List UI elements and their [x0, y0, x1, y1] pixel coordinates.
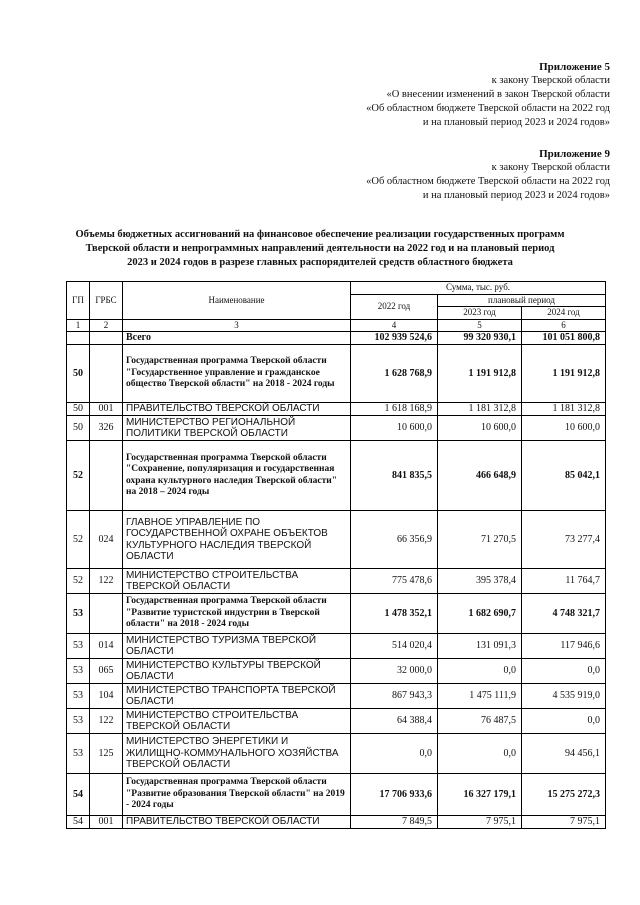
cell-2022: 1 628 768,9	[351, 345, 438, 403]
cell-2024: 73 277,4	[522, 511, 606, 569]
cell-grbs: 326	[90, 416, 123, 441]
cell-2024: 10 600,0	[522, 416, 606, 441]
header-plan-period: плановый период	[438, 294, 606, 307]
cell-grbs: 014	[90, 634, 123, 659]
total-row	[67, 332, 606, 345]
total-2023: 99 320 930,1	[438, 332, 522, 345]
cell-2022: 10 600,0	[351, 416, 438, 441]
header-sum: Сумма, тыс. руб.	[351, 282, 606, 295]
header-grbs: ГРБС	[90, 282, 123, 320]
cell-gp: 53	[67, 734, 90, 774]
total-2022: 102 939 524,6	[351, 332, 438, 345]
cell-name: МИНИСТЕРСТВО РЕГИОНАЛЬНОЙ ПОЛИТИКИ ТВЕРСКОЙ ОБЛАСТИ	[123, 416, 351, 441]
total-2024: 101 051 800,8	[522, 332, 606, 345]
header-name: Наименование	[123, 282, 351, 320]
ministry-row	[67, 816, 606, 829]
appendix-5-line: к закону Тверской области	[491, 75, 610, 86]
cell-name: ПРАВИТЕЛЬСТВО ТВЕРСКОЙ ОБЛАСТИ	[123, 403, 351, 416]
cell-2023: 395 378,4	[438, 569, 522, 594]
cell-name: МИНИСТЕРСТВО ТРАНСПОРТА ТВЕРСКОЙ ОБЛАСТИ	[123, 684, 351, 709]
cell-2024: 7 975,1	[522, 816, 606, 829]
cell-2023: 1 181 312,8	[438, 403, 522, 416]
ministry-row	[67, 659, 606, 684]
cell-2023: 16 327 179,1	[438, 774, 522, 816]
cell-name: ГЛАВНОЕ УПРАВЛЕНИЕ ПО ГОСУДАРСТВЕННОЙ ОХРАНЕ ОБЪЕКТОВ КУЛЬТУРНОГО НАСЛЕДИЯ ТВЕРСКОЙ ОБЛАСТИ	[123, 511, 351, 569]
cell-grbs: 122	[90, 709, 123, 734]
cell-2023: 76 487,5	[438, 709, 522, 734]
cell-grbs: 065	[90, 659, 123, 684]
ministry-row	[67, 511, 606, 569]
cell-2022: 775 478,6	[351, 569, 438, 594]
cell-grbs: 125	[90, 734, 123, 774]
ministry-row	[67, 684, 606, 709]
cell-gp: 50	[67, 416, 90, 441]
cell-gp: 52	[67, 511, 90, 569]
cell-gp: 52	[67, 569, 90, 594]
cell-2023: 1 682 690,7	[438, 594, 522, 634]
cell-2024: 85 042,1	[522, 441, 606, 511]
cell-name: Государственная программа Тверской области "Государственное управление и гражданское общество Тверской области" на 2018 - 2024 годы	[123, 345, 351, 403]
cell-name: Государственная программа Тверской области "Сохранение, популяризация и государственная охрана культурного наследия Тверской области" на 2018 – 2024 годы	[123, 441, 351, 511]
col-number: 6	[522, 319, 606, 332]
cell-2024: 1 191 912,8	[522, 345, 606, 403]
cell-2024: 4 748 321,7	[522, 594, 606, 634]
cell-grbs	[90, 774, 123, 816]
cell-grbs	[90, 345, 123, 403]
cell-gp: 54	[67, 816, 90, 829]
cell-grbs	[90, 441, 123, 511]
cell-2023: 0,0	[438, 659, 522, 684]
cell-grbs: 001	[90, 403, 123, 416]
col-number: 4	[351, 319, 438, 332]
appendix-9-line: и на плановый период 2023 и 2024 годов»	[422, 190, 610, 201]
cell-2022: 841 835,5	[351, 441, 438, 511]
ministry-row	[67, 403, 606, 416]
document-title-line: Тверской области и непрограммных направлений деятельности на 2022 год и на плановый период	[85, 243, 555, 254]
cell-gp: 50	[67, 345, 90, 403]
total-label: Всего	[123, 332, 351, 345]
cell-grbs: 104	[90, 684, 123, 709]
cell-2023: 1 475 111,9	[438, 684, 522, 709]
program-row	[67, 345, 606, 403]
cell-gp: 54	[67, 774, 90, 816]
ministry-row	[67, 734, 606, 774]
document-title-line: 2023 и 2024 годов в разрезе главных распорядителей средств областного бюджета	[127, 257, 513, 268]
cell-name: МИНИСТЕРСТВО ЭНЕРГЕТИКИ И ЖИЛИЩНО-КОММУНАЛЬНОГО ХОЗЯЙСТВА ТВЕРСКОЙ ОБЛАСТИ	[123, 734, 351, 774]
appendix-5-line: «Об областном бюджете Тверской области на 2022 год	[366, 103, 610, 114]
cell-2023: 466 648,9	[438, 441, 522, 511]
col-number: 2	[90, 319, 123, 332]
col-number: 3	[123, 319, 351, 332]
budget-table	[66, 281, 606, 829]
cell-2024: 0,0	[522, 659, 606, 684]
cell-2022: 0,0	[351, 734, 438, 774]
cell-2023: 131 091,3	[438, 634, 522, 659]
appendix-5-header	[366, 60, 610, 130]
appendix-9-title: Приложение 9	[539, 148, 610, 160]
cell-name: Государственная программа Тверской области "Развитие туристской индустрии в Тверской области" на 2018 - 2024 годы	[123, 594, 351, 634]
cell-name: МИНИСТЕРСТВО СТРОИТЕЛЬСТВА ТВЕРСКОЙ ОБЛАСТИ	[123, 569, 351, 594]
cell-name: МИНИСТЕРСТВО ТУРИЗМА ТВЕРСКОЙ ОБЛАСТИ	[123, 634, 351, 659]
cell-2024: 4 535 919,0	[522, 684, 606, 709]
header-gp: ГП	[67, 282, 90, 320]
cell-2024: 1 181 312,8	[522, 403, 606, 416]
cell-2023: 7 975,1	[438, 816, 522, 829]
cell-2022: 1 618 168,9	[351, 403, 438, 416]
cell-name: МИНИСТЕРСТВО СТРОИТЕЛЬСТВА ТВЕРСКОЙ ОБЛАСТИ	[123, 709, 351, 734]
cell-name: Государственная программа Тверской области "Развитие образования Тверской области" на 2019 - 2024 годы	[123, 774, 351, 816]
cell-2022: 867 943,3	[351, 684, 438, 709]
header-2023: 2023 год	[438, 307, 522, 320]
cell-grbs: 001	[90, 816, 123, 829]
cell-2022: 66 356,9	[351, 511, 438, 569]
ministry-row	[67, 709, 606, 734]
cell-2022: 514 020,4	[351, 634, 438, 659]
cell-gp: 53	[67, 684, 90, 709]
document-title	[70, 228, 570, 270]
cell-gp: 53	[67, 594, 90, 634]
cell-grbs	[90, 594, 123, 634]
cell-2023: 71 270,5	[438, 511, 522, 569]
appendix-5-line: «О внесении изменений в закон Тверской области	[386, 89, 610, 100]
cell-2022: 1 478 352,1	[351, 594, 438, 634]
ministry-row	[67, 569, 606, 594]
appendix-5-line: и на плановый период 2023 и 2024 годов»	[422, 117, 610, 128]
cell-2022: 64 388,4	[351, 709, 438, 734]
cell-gp: 53	[67, 634, 90, 659]
program-row	[67, 594, 606, 634]
cell-2022: 7 849,5	[351, 816, 438, 829]
cell-name: ПРАВИТЕЛЬСТВО ТВЕРСКОЙ ОБЛАСТИ	[123, 816, 351, 829]
ministry-row	[67, 634, 606, 659]
header-2024: 2024 год	[522, 307, 606, 320]
cell-name: МИНИСТЕРСТВО КУЛЬТУРЫ ТВЕРСКОЙ ОБЛАСТИ	[123, 659, 351, 684]
cell-2023: 0,0	[438, 734, 522, 774]
ministry-row	[67, 416, 606, 441]
cell-2024: 0,0	[522, 709, 606, 734]
cell-2024: 94 456,1	[522, 734, 606, 774]
cell-grbs: 122	[90, 569, 123, 594]
cell-gp: 50	[67, 403, 90, 416]
cell-gp: 52	[67, 441, 90, 511]
cell-gp: 53	[67, 659, 90, 684]
cell-grbs: 024	[90, 511, 123, 569]
appendix-5-title: Приложение 5	[539, 61, 610, 73]
cell-2024: 117 946,6	[522, 634, 606, 659]
appendix-9-header	[366, 147, 610, 203]
appendix-9-line: к закону Тверской области	[491, 162, 610, 173]
program-row	[67, 774, 606, 816]
cell-2024: 15 275 272,3	[522, 774, 606, 816]
cell-2024: 11 764,7	[522, 569, 606, 594]
cell-gp: 53	[67, 709, 90, 734]
cell-2023: 1 191 912,8	[438, 345, 522, 403]
appendix-9-line: «Об областном бюджете Тверской области на 2022 год	[366, 176, 610, 187]
cell-2022: 17 706 933,6	[351, 774, 438, 816]
program-row	[67, 441, 606, 511]
cell-2022: 32 000,0	[351, 659, 438, 684]
document-title-line: Объемы бюджетных ассигнований на финансовое обеспечение реализации государственных программ	[75, 229, 565, 240]
col-number: 1	[67, 319, 90, 332]
cell-2023: 10 600,0	[438, 416, 522, 441]
col-number: 5	[438, 319, 522, 332]
header-2022: 2022 год	[351, 294, 438, 319]
